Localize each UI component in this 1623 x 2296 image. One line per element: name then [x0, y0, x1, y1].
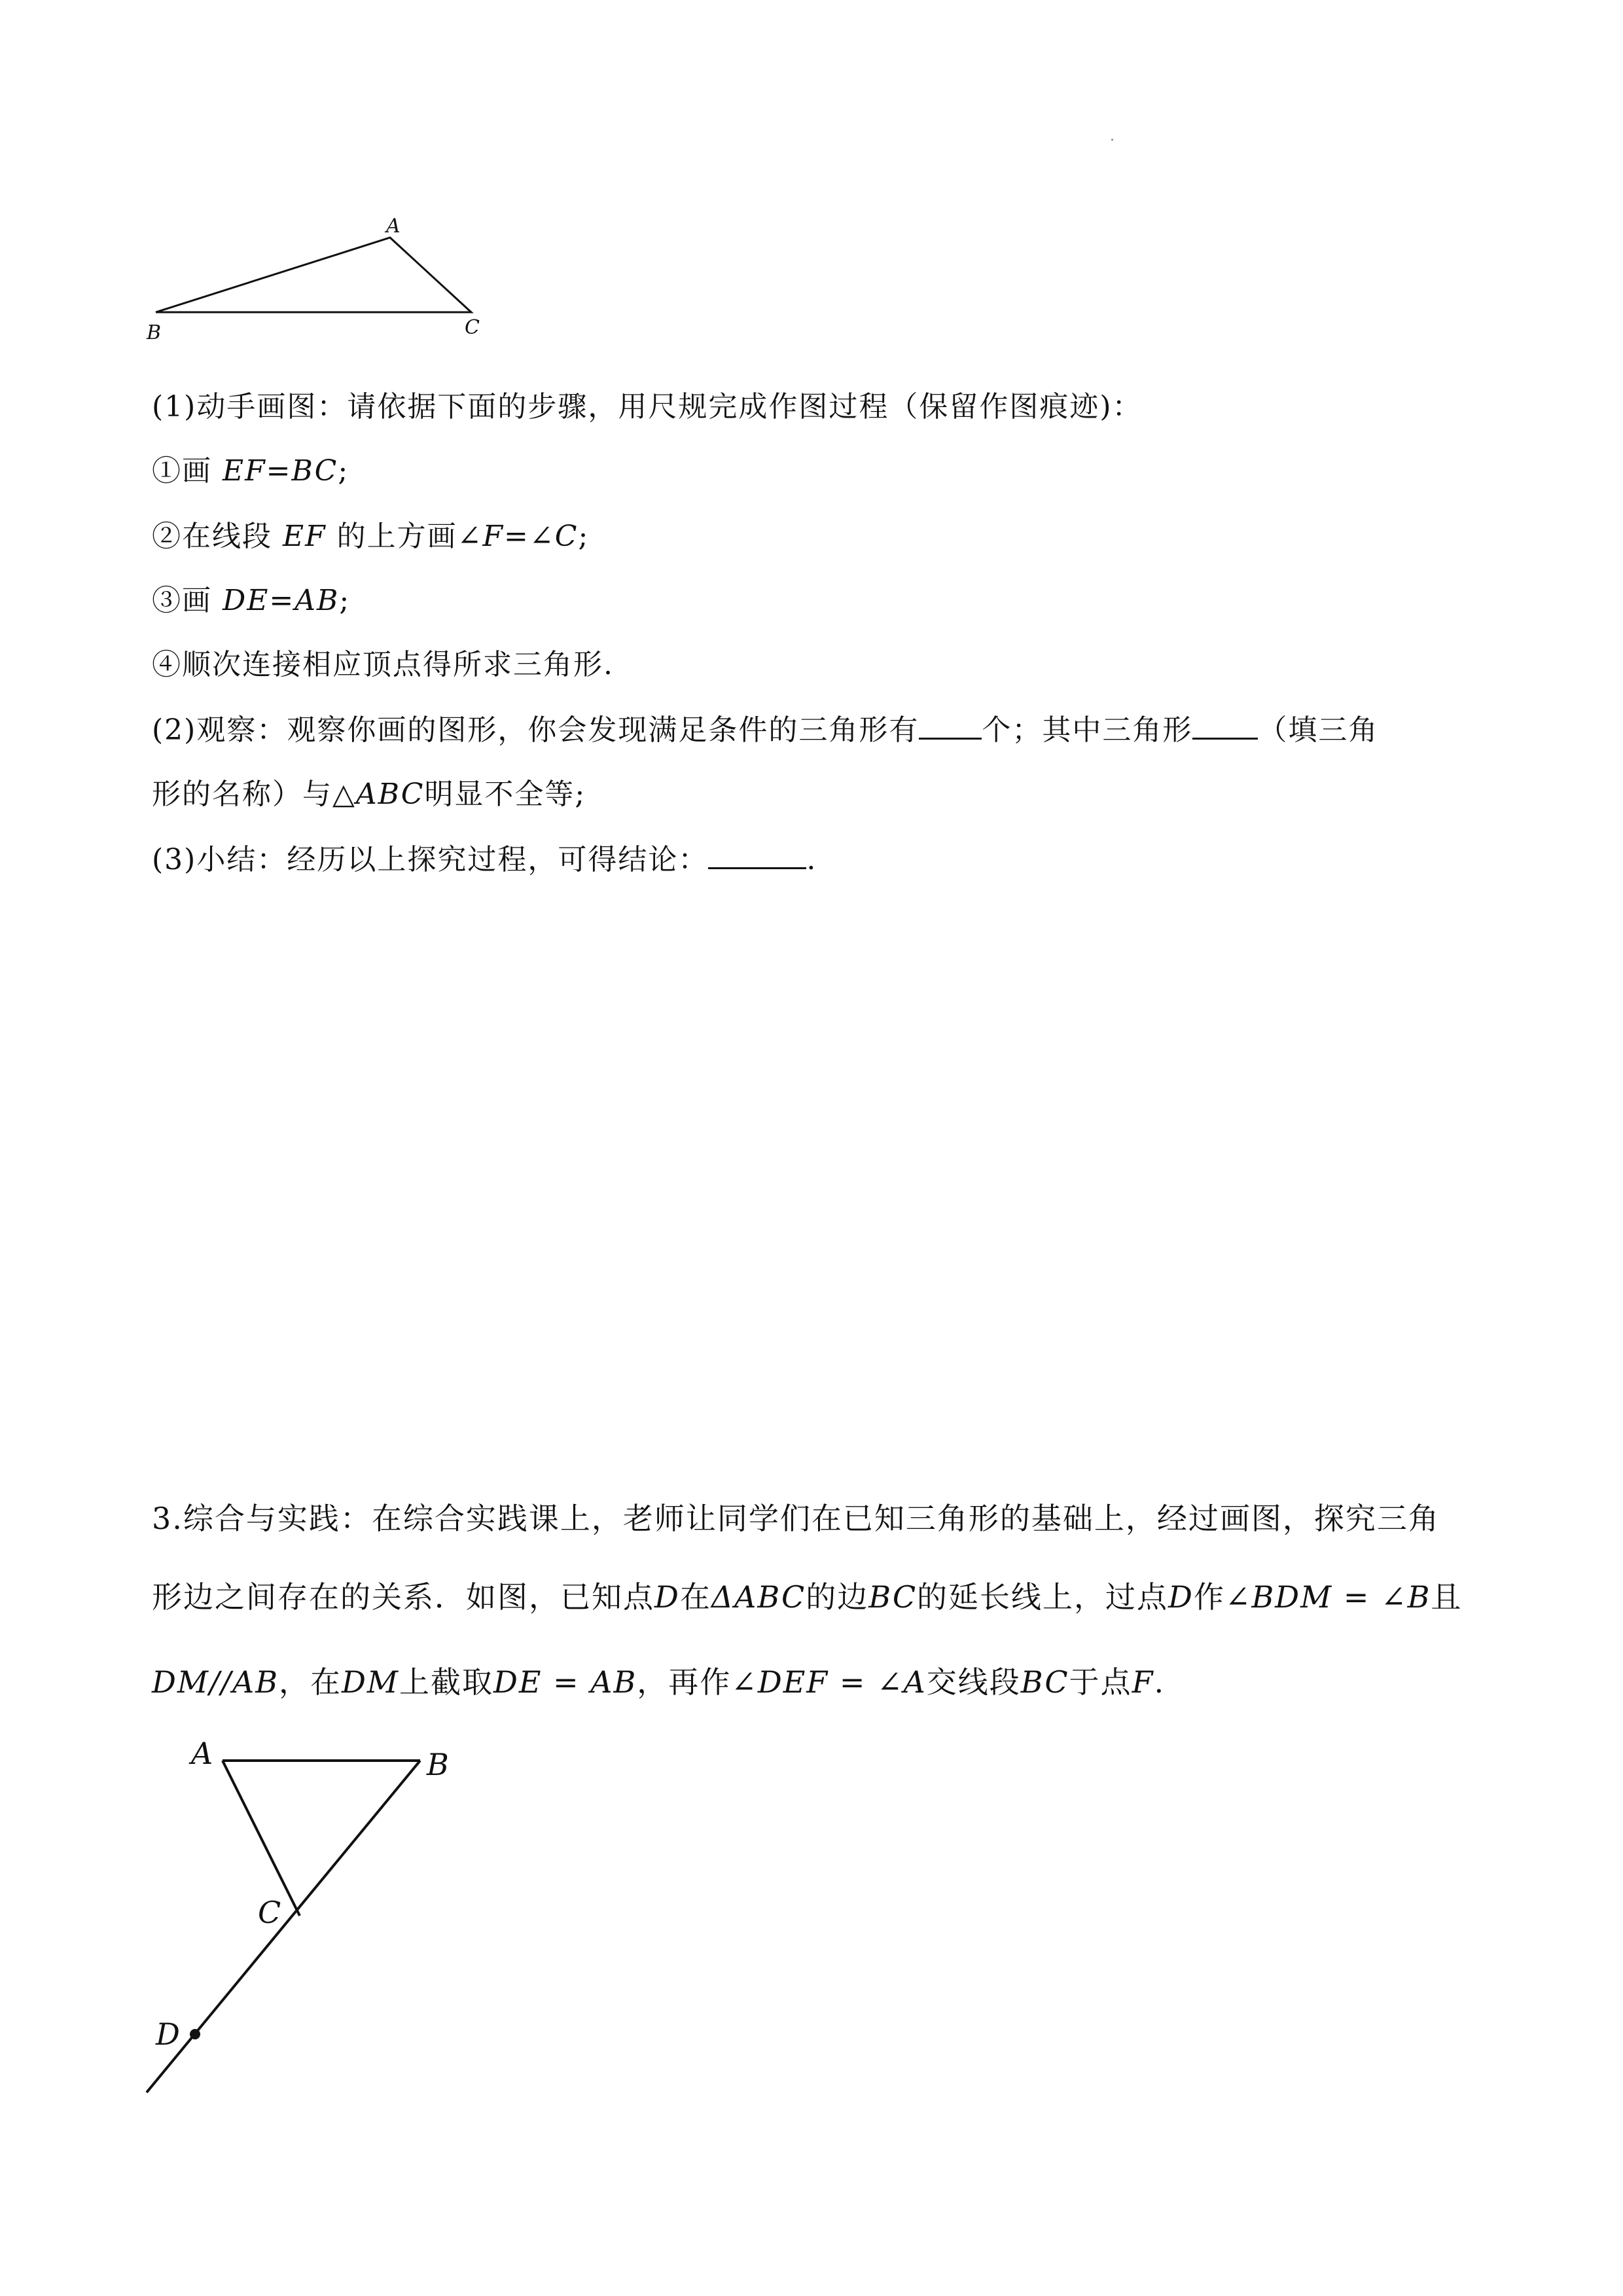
segment-ac: [223, 1761, 300, 1916]
step3-math: DE=AB: [223, 584, 340, 617]
q3-l2-c: 的边: [806, 1579, 869, 1615]
part2-text-a: (2)观察：观察你画的图形，你会发现满足条件的三角形有: [152, 713, 919, 747]
q3-l2-b: 在: [679, 1579, 711, 1615]
step4-text: ④顺次连接相应顶点得所求三角形.: [152, 648, 614, 681]
step2-mid: 的上方画∠: [326, 520, 483, 553]
q3-l3-b: ，在: [279, 1664, 342, 1700]
step2-prefix: ②在线段: [152, 520, 283, 553]
step3-prefix: ③画: [152, 584, 223, 617]
answer-blank-triangle[interactable]: [1192, 711, 1258, 740]
q3-l2-e: 作: [1193, 1579, 1225, 1615]
part1-step4: [152, 645, 614, 685]
part1-intro-text: (1)动手画图：请依据下面的步骤，用尺规完成作图过程（保留作图痕迹)：: [152, 390, 1143, 423]
q3-l2-f: 且: [1431, 1579, 1463, 1615]
part2-text-b: 个；其中三角形: [982, 713, 1193, 747]
label-a2: A: [191, 1736, 213, 1771]
q3-l2-point-d: D: [654, 1579, 680, 1615]
q3-l3-f: 于点: [1069, 1664, 1132, 1700]
step2-angle-f: F: [482, 520, 505, 553]
q3-l3-c: 上截取: [399, 1664, 493, 1700]
point-d-dot: [190, 2029, 200, 2039]
step2-eq: =∠: [504, 520, 555, 553]
part3-text-a: (3)小结：经历以上探究过程，可得结论：: [152, 843, 709, 876]
q3-l3-g: .: [1154, 1664, 1166, 1700]
answer-blank-conclusion[interactable]: [708, 841, 806, 869]
part2-line2-suffix: 明显不全等;: [424, 778, 586, 811]
step2-suffix: ;: [578, 520, 590, 553]
part1-step2: [152, 517, 589, 556]
label-c2: C: [258, 1895, 281, 1930]
q3-l2-bc: BC: [868, 1579, 918, 1615]
part2-text-c: （填三角: [1258, 713, 1379, 747]
part3-text-b: .: [806, 843, 817, 876]
q3-l2-angle: ∠BDM = ∠B: [1224, 1579, 1431, 1615]
q3-l2-a: 形边之间存在的关系．如图，已知点: [152, 1579, 654, 1615]
q3-l3-d: ，再作: [637, 1664, 732, 1700]
part1-step3: [152, 581, 350, 620]
q3-l3-e: 交线段: [926, 1664, 1021, 1700]
q3-l2-point-d2: D: [1168, 1579, 1194, 1615]
part2-line2-prefix: 形的名称）与△: [152, 778, 356, 811]
label-b2: B: [427, 1747, 449, 1782]
triangle-abc-extension-figure: [131, 1728, 524, 2121]
q3-l3-point-f: F: [1132, 1664, 1154, 1700]
part1-step1: [152, 452, 349, 491]
step2-angle-c: C: [554, 520, 579, 553]
step3-suffix: ;: [339, 584, 351, 617]
question3-line1: [152, 1499, 1440, 1538]
part2-line2: [152, 775, 586, 814]
q3-l2-d: 的延长线上，过点: [917, 1579, 1169, 1615]
line-bd-extended: [147, 1761, 420, 2092]
scan-speck: [1111, 139, 1113, 141]
label-d2: D: [156, 2017, 180, 2052]
triangle-abc-outline: [156, 238, 471, 312]
step1-math: EF=BC: [223, 454, 338, 488]
step1-prefix: ①画: [152, 454, 223, 488]
step1-suffix: ;: [338, 454, 349, 488]
q3-l3-eq: DE = AB: [493, 1664, 637, 1700]
step2-seg: EF: [283, 520, 327, 553]
part1-intro: [152, 387, 1143, 427]
question3-line1-text: 3.综合与实践：在综合实践课上，老师让同学们在已知三角形的基础上，经过画图，探究三角: [152, 1501, 1440, 1536]
q3-l2-triangle: ΔABC: [711, 1579, 806, 1615]
q3-l3-angle: ∠DEF = ∠A: [731, 1664, 927, 1700]
label-b: B: [147, 321, 162, 344]
label-c: C: [465, 316, 480, 339]
answer-blank-count[interactable]: [919, 711, 982, 740]
label-a: A: [386, 215, 401, 238]
question3-line2: [152, 1577, 1462, 1617]
part2-line1: [152, 711, 1378, 750]
q3-l3-parallel: DM//AB: [152, 1664, 279, 1700]
question3-line3: [152, 1662, 1165, 1702]
part2-line2-math: ABC: [355, 778, 425, 811]
part3-line: [152, 840, 817, 880]
triangle-abc-figure: [131, 209, 524, 360]
q3-l3-bc: BC: [1020, 1664, 1069, 1700]
q3-l3-dm: DM: [342, 1664, 399, 1700]
